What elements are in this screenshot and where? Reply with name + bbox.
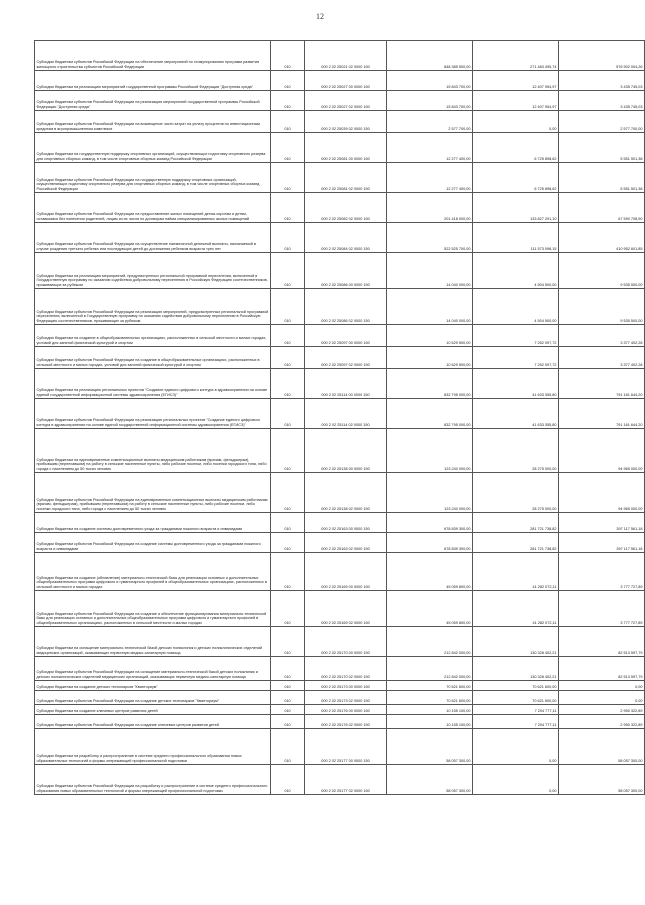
- cell-remainder: 94 965 000,00: [559, 429, 645, 473]
- table-row: [35, 591, 645, 627]
- cell-executed: 70 621 600,00: [473, 691, 559, 705]
- cell-classification: 000 2 02 25084 02 0000 150: [305, 223, 387, 253]
- table-row: [35, 163, 645, 193]
- cell-code: 010: [271, 533, 305, 553]
- cell-classification: 000 2 02 25176 02 0000 150: [305, 715, 387, 729]
- cell-executed: 0,00: [473, 729, 559, 765]
- cell-name: Субсидии бюджетам на создание ключевых центров развития детей: [35, 705, 271, 715]
- cell-executed: 133 827 291,10: [473, 193, 559, 223]
- cell-plan: 10 629 500,00: [387, 347, 473, 369]
- cell-plan: 15 843 700,00: [387, 71, 473, 91]
- cell-remainder: 2 950 322,89: [559, 705, 645, 715]
- cell-executed: 6 725 898,62: [473, 163, 559, 193]
- cell-executed: 28 275 000,00: [473, 429, 559, 473]
- cell-code: 010: [271, 163, 305, 193]
- cell-remainder: 791 161 644,20: [559, 399, 645, 429]
- table-row: [35, 253, 645, 289]
- cell-executed: 281 721 738,82: [473, 533, 559, 553]
- cell-plan: 212 842 000,00: [387, 657, 473, 681]
- cell-executed: 4 504 500,00: [473, 289, 559, 325]
- cell-plan: 123 240 000,00: [387, 473, 473, 513]
- cell-classification: 000 2 02 25021 02 0000 150: [305, 41, 387, 71]
- table-row: [35, 627, 645, 657]
- cell-code: 010: [271, 325, 305, 347]
- cell-executed: 6 725 898,62: [473, 133, 559, 163]
- cell-name: Субсидии бюджетам субъектов Российской Федерации на предоставление жилых помещений детям-сиротам и детям, оставшимся без попечения родителей, лицам из их числа по договорам найма специализированных жилых помещений: [35, 193, 271, 223]
- cell-name: Субсидии бюджетам на создание (обновление) материально-технической базы для реализации основных и дополнительных общеобразовательных программ цифрового и гуманитарного профилей в общеобразовательных организациях, расположенных в сельской местности и малых городах: [35, 553, 271, 591]
- cell-executed: 41 633 355,80: [473, 399, 559, 429]
- cell-name: Субсидии бюджетам на создание в общеобразовательных организациях, расположенных в сельской местности и малых городах, условий для занятий физической культурой и спортом: [35, 325, 271, 347]
- cell-classification: 000 2 02 25170 00 0000 150: [305, 627, 387, 657]
- cell-plan: 201 418 000,00: [387, 193, 473, 223]
- cell-code: 010: [271, 253, 305, 289]
- cell-code: 010: [271, 223, 305, 253]
- cell-remainder: 397 117 561,18: [559, 513, 645, 533]
- cell-remainder: 82 513 597,79: [559, 627, 645, 657]
- cell-executed: 7 204 777,11: [473, 705, 559, 715]
- cell-code: 010: [271, 627, 305, 657]
- cell-code: 010: [271, 193, 305, 223]
- cell-code: 010: [271, 41, 305, 71]
- table-row: [35, 473, 645, 513]
- cell-name: Субсидии бюджетам субъектов Российской Федерации на осуществление ежемесячной денежной выплаты, назначаемой в случае рождения третьего ребенка или последующих детей до достижения ребенком возраста трех лет: [35, 223, 271, 253]
- cell-code: 010: [271, 399, 305, 429]
- cell-remainder: 3 777 727,89: [559, 553, 645, 591]
- table-row: [35, 513, 645, 533]
- cell-executed: 0,00: [473, 765, 559, 795]
- cell-remainder: 5 551 501,38: [559, 163, 645, 193]
- table-row: [35, 193, 645, 223]
- cell-code: 010: [271, 681, 305, 691]
- cell-classification: 000 2 02 25086 02 0000 150: [305, 289, 387, 325]
- cell-remainder: 2 950 322,89: [559, 715, 645, 729]
- cell-classification: 000 2 02 25138 02 0000 150: [305, 473, 387, 513]
- cell-remainder: 3 377 402,28: [559, 347, 645, 369]
- cell-remainder: 2 577 700,00: [559, 111, 645, 133]
- cell-executed: 271 483 495,74: [473, 41, 559, 71]
- cell-remainder: 791 161 644,20: [559, 369, 645, 399]
- cell-name: Субсидии бюджетам на реализацию мероприятий, предусмотренных региональной программой переселения, включенной в Государственную программу по оказанию содействия добровольному переселению в Российскую Федерацию соотечественников, проживающих за рубежом: [35, 253, 271, 289]
- cell-name: Субсидии бюджетам субъектов Российской Федерации на создание и обеспечение функционирования материально-технической базы для реализации основных и дополнительных общеобразовательных программ цифрового и гуманитарного профилей в общеобразовательных организациях, расположенных в сельской местности и малых городах: [35, 591, 271, 627]
- table-row: [35, 533, 645, 553]
- cell-code: 010: [271, 705, 305, 715]
- cell-remainder: 0,00: [559, 681, 645, 691]
- cell-plan: 212 842 000,00: [387, 627, 473, 657]
- cell-executed: 0,00: [473, 111, 559, 133]
- cell-name: Субсидии бюджетам субъектов Российской Федерации на реализацию мероприятий государственной программы Российской Федерации "Доступная среда": [35, 91, 271, 111]
- cell-plan: 45 059 800,00: [387, 553, 473, 591]
- cell-classification: 000 2 02 25082 02 0000 150: [305, 193, 387, 223]
- table-body: [35, 41, 645, 795]
- cell-classification: 000 2 02 25114 00 0000 150: [305, 369, 387, 399]
- cell-classification: 000 2 02 25170 02 0000 150: [305, 657, 387, 681]
- cell-classification: 000 2 02 25163 02 0000 150: [305, 533, 387, 553]
- cell-executed: 70 621 600,00: [473, 681, 559, 691]
- cell-name: Субсидии бюджетам субъектов Российской Федерации на создание детских технопарков "Кванториум": [35, 691, 271, 705]
- cell-code: 010: [271, 91, 305, 111]
- table-row: [35, 91, 645, 111]
- cell-name: Субсидии бюджетам субъектов Российской Федерации на создание ключевых центров развития детей: [35, 715, 271, 729]
- cell-plan: 58 057 300,00: [387, 729, 473, 765]
- cell-name: Субсидии бюджетам субъектов Российской Федерации на реализацию региональных проектов "Создание единого цифрового контура в здравоохранении на основе единой государственной информационной системы здравоохранения (ЕГИСЗ)": [35, 399, 271, 429]
- cell-classification: 000 2 02 25163 00 0000 150: [305, 513, 387, 533]
- cell-name: Субсидии бюджетам субъектов Российской Федерации на разработку и распространение в системе среднего профессионального образования новых образовательных технологий и формы опережающей профессиональной подготовки: [35, 765, 271, 795]
- cell-remainder: 0,00: [559, 691, 645, 705]
- table-row: [35, 657, 645, 681]
- cell-plan: 14 040 000,00: [387, 253, 473, 289]
- cell-classification: 000 2 02 25176 00 0000 150: [305, 705, 387, 715]
- cell-plan: 832 795 000,00: [387, 399, 473, 429]
- table-row: [35, 223, 645, 253]
- cell-plan: 832 795 000,00: [387, 369, 473, 399]
- cell-classification: 000 2 02 25081 02 0000 150: [305, 163, 387, 193]
- cell-plan: 70 621 600,00: [387, 681, 473, 691]
- cell-remainder: 58 057 300,00: [559, 729, 645, 765]
- cell-classification: 000 2 02 25114 02 0000 150: [305, 399, 387, 429]
- cell-remainder: 3 777 727,89: [559, 591, 645, 627]
- cell-plan: 123 240 000,00: [387, 429, 473, 473]
- cell-plan: 848 385 500,00: [387, 41, 473, 71]
- page-number: 12: [316, 12, 324, 21]
- cell-code: 010: [271, 473, 305, 513]
- cell-classification: 000 2 02 25177 02 0000 150: [305, 765, 387, 795]
- cell-remainder: 82 513 597,79: [559, 657, 645, 681]
- cell-remainder: 58 057 300,00: [559, 765, 645, 795]
- table-row: [35, 133, 645, 163]
- cell-name: Субсидии бюджетам субъектов Российской Федерации на создание в общеобразовательных организациях, расположенных в сельской местности и малых городах, условий для занятий физической культурой и спортом: [35, 347, 271, 369]
- table-row: [35, 325, 645, 347]
- cell-classification: 000 2 02 25086 00 0000 150: [305, 253, 387, 289]
- cell-name: Субсидии бюджетам субъектов Российской Федерации на государственную поддержку спортивных организаций, осуществляющих подготовку спортивного резерва для спортивных сборных команд, в том числе спортивных сборных команд Российской Федерации: [35, 163, 271, 193]
- cell-plan: 12 277 400,00: [387, 133, 473, 163]
- cell-remainder: 67 590 708,90: [559, 193, 645, 223]
- cell-executed: 7 204 777,11: [473, 715, 559, 729]
- cell-code: 010: [271, 765, 305, 795]
- cell-classification: 000 2 02 25027 02 0000 150: [305, 91, 387, 111]
- cell-plan: 58 057 300,00: [387, 765, 473, 795]
- cell-name: Субсидии бюджетам субъектов Российской Федерации на создание системы долговременного ухода за гражданами пожилого возраста и инвалидами: [35, 533, 271, 553]
- cell-plan: 678 839 300,00: [387, 513, 473, 533]
- cell-name: Субсидии бюджетам субъектов Российской Федерации на реализацию мероприятий, предусмотренных региональной программой переселения, включенной в Государственную программу по оказанию содействия добровольному переселению в Российскую Федерацию соотечественников, проживающих за рубежом: [35, 289, 271, 325]
- cell-code: 010: [271, 347, 305, 369]
- table-row: [35, 347, 645, 369]
- table-row: [35, 71, 645, 91]
- cell-classification: 000 2 02 25169 02 0000 150: [305, 591, 387, 627]
- cell-code: 010: [271, 429, 305, 473]
- cell-classification: 000 2 02 25097 00 0000 150: [305, 325, 387, 347]
- cell-code: 010: [271, 133, 305, 163]
- cell-remainder: 94 965 000,00: [559, 473, 645, 513]
- cell-code: 010: [271, 289, 305, 325]
- cell-plan: 10 155 100,00: [387, 705, 473, 715]
- cell-code: 010: [271, 657, 305, 681]
- cell-name: Субсидии бюджетам субъектов Российской Федерации на возмещение части затрат на уплату процентов по инвестиционным кредитам в агропромышленном комплексе: [35, 111, 271, 133]
- cell-code: 010: [271, 691, 305, 705]
- cell-plan: 70 621 600,00: [387, 691, 473, 705]
- table-row: [35, 429, 645, 473]
- table-row: [35, 715, 645, 729]
- cell-name: Субсидии бюджетам на реализацию региональных проектов "Создание единого цифрового контура в здравоохранении на основе единой государственной информационной системы здравоохранения (ЕГИСЗ)": [35, 369, 271, 399]
- cell-executed: 130 328 402,21: [473, 627, 559, 657]
- cell-code: 010: [271, 715, 305, 729]
- cell-remainder: 5 551 501,38: [559, 133, 645, 163]
- cell-classification: 000 2 02 25173 02 0000 150: [305, 691, 387, 705]
- cell-plan: 14 040 000,00: [387, 289, 473, 325]
- table-row: [35, 705, 645, 715]
- cell-executed: 41 282 072,11: [473, 591, 559, 627]
- table-row: [35, 369, 645, 399]
- cell-plan: 15 843 700,00: [387, 91, 473, 111]
- cell-plan: 10 629 500,00: [387, 325, 473, 347]
- cell-classification: 000 2 02 25138 00 0000 150: [305, 429, 387, 473]
- cell-classification: 000 2 02 25039 02 0000 150: [305, 111, 387, 133]
- cell-plan: 2 577 700,00: [387, 111, 473, 133]
- cell-remainder: 3 377 402,28: [559, 325, 645, 347]
- cell-name: Субсидии бюджетам на единовременные компенсационные выплаты медицинским работникам (врачам, фельдшерам), прибывшим (переехавшим) на работу в сельские населенные пункты, либо рабочие поселки, либо поселки городского типа, либо города с населением до 50 тысяч человек: [35, 429, 271, 473]
- cell-classification: 000 2 02 25177 00 0000 150: [305, 729, 387, 765]
- cell-code: 010: [271, 513, 305, 533]
- cell-plan: 678 839 300,00: [387, 533, 473, 553]
- cell-executed: 41 633 355,80: [473, 369, 559, 399]
- cell-executed: 12 407 954,97: [473, 71, 559, 91]
- cell-name: Субсидии бюджетам субъектов Российской Федерации на единовременные компенсационные выплаты медицинским работникам (врачам, фельдшерам), прибывшим (переехавшим) на работу в сельские населенные пункты, либо рабочие поселки, либо поселки городского типа, либо города с населением до 50 тысяч человек: [35, 473, 271, 513]
- cell-executed: 41 282 072,11: [473, 553, 559, 591]
- cell-remainder: 576 902 004,26: [559, 41, 645, 71]
- cell-name: Субсидии бюджетам субъектов Российской Федерации на оснащение материально-технической базой детских поликлиник и детских поликлинических отделений медицинских организаций, оказывающих первичную медико-санитарную помощь: [35, 657, 271, 681]
- cell-code: 010: [271, 729, 305, 765]
- cell-name: Субсидии бюджетам на создание системы долговременного ухода за гражданами пожилого возраста и инвалидами: [35, 513, 271, 533]
- cell-remainder: 3 435 745,03: [559, 91, 645, 111]
- cell-classification: 000 2 02 25169 00 0000 150: [305, 553, 387, 591]
- cell-classification: 000 2 02 25081 00 0000 150: [305, 133, 387, 163]
- table-row: [35, 729, 645, 765]
- cell-name: Субсидии бюджетам на разработку и распространение в системе среднего профессионального образования новых образовательных технологий и формы опережающей профессиональной подготовки: [35, 729, 271, 765]
- cell-name: Субсидии бюджетам на оснащение материально-технической базой детских поликлиник и детских поликлинических отделений медицинских организаций, оказывающих первичную медико-санитарную помощь: [35, 627, 271, 657]
- cell-executed: 12 407 954,97: [473, 91, 559, 111]
- cell-classification: 000 2 02 25173 00 0000 150: [305, 681, 387, 691]
- table-row: [35, 289, 645, 325]
- cell-classification: 000 2 02 25097 02 0000 150: [305, 347, 387, 369]
- table-row: [35, 681, 645, 691]
- table-row: [35, 111, 645, 133]
- cell-remainder: 397 117 561,18: [559, 533, 645, 553]
- cell-code: 010: [271, 553, 305, 591]
- table-row: [35, 399, 645, 429]
- cell-executed: 7 252 097,72: [473, 325, 559, 347]
- table-row: [35, 41, 645, 71]
- table-row: [35, 553, 645, 591]
- cell-plan: 522 525 700,00: [387, 223, 473, 253]
- cell-name: Субсидии бюджетам субъектов Российской Федерации на обеспечение мероприятий по стимулированию программ развития жилищного строительства субъектов Российской Федерации: [35, 41, 271, 71]
- cell-name: Субсидии бюджетам на реализацию мероприятий государственной программы Российской Федерации "Доступная среда": [35, 71, 271, 91]
- cell-executed: 281 721 738,82: [473, 513, 559, 533]
- cell-executed: 111 573 098,15: [473, 223, 559, 253]
- cell-executed: 4 504 500,00: [473, 253, 559, 289]
- cell-executed: 28 275 000,00: [473, 473, 559, 513]
- cell-executed: 130 328 402,21: [473, 657, 559, 681]
- cell-plan: 45 059 800,00: [387, 591, 473, 627]
- cell-code: 010: [271, 111, 305, 133]
- cell-plan: 12 277 400,00: [387, 163, 473, 193]
- cell-remainder: 410 952 601,85: [559, 223, 645, 253]
- table-row: [35, 691, 645, 705]
- cell-name: Субсидии бюджетам на создание детских технопарков "Кванториум": [35, 681, 271, 691]
- cell-remainder: 9 535 500,00: [559, 253, 645, 289]
- cell-executed: 7 252 097,72: [473, 347, 559, 369]
- cell-remainder: 9 535 500,00: [559, 289, 645, 325]
- cell-name: Субсидии бюджетам на государственную поддержку спортивных организаций, осуществляющих подготовку спортивного резерва для спортивных сборных команд, в том числе спортивных сборных команд Российской Федерации: [35, 133, 271, 163]
- cell-remainder: 3 435 745,03: [559, 71, 645, 91]
- table-row: [35, 765, 645, 795]
- cell-classification: 000 2 02 25027 00 0000 150: [305, 71, 387, 91]
- budget-table: [34, 40, 645, 795]
- cell-code: 010: [271, 591, 305, 627]
- cell-code: 010: [271, 369, 305, 399]
- cell-code: 010: [271, 71, 305, 91]
- cell-plan: 10 155 100,00: [387, 715, 473, 729]
